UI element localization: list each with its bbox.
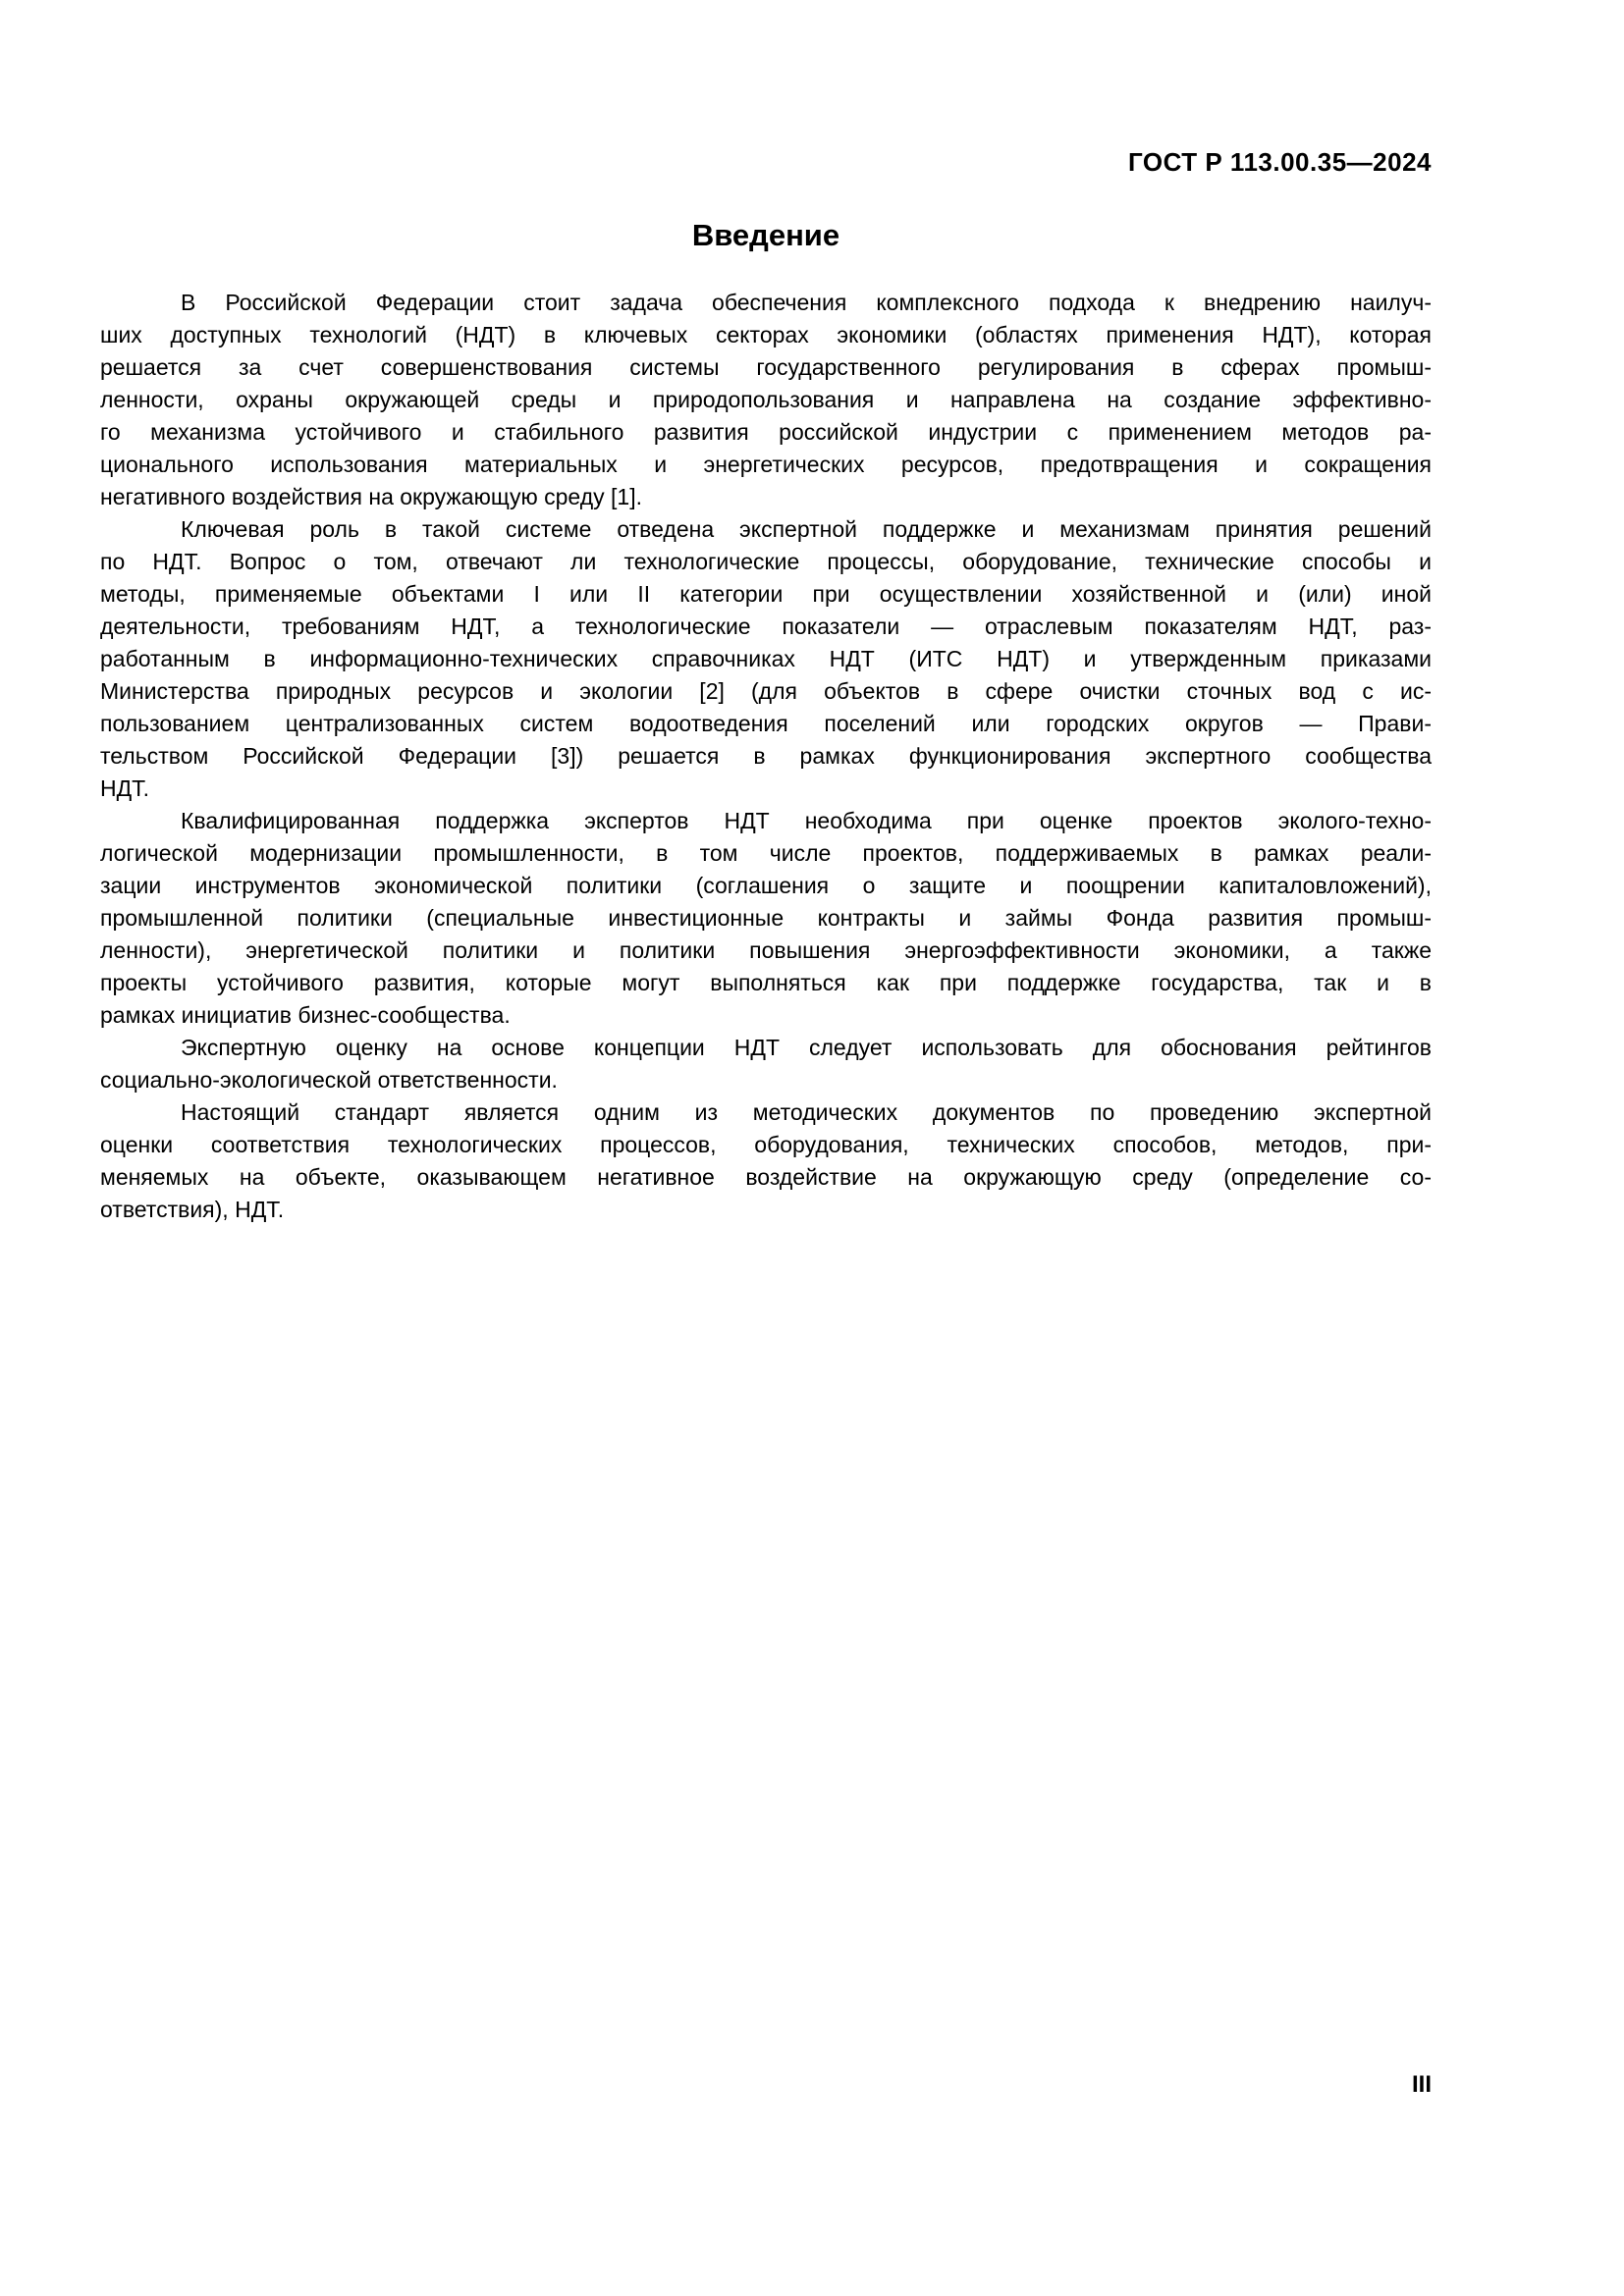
text-line: ших доступных технологий (НДТ) в ключевых секторах экономики (областях применения НДТ), которая xyxy=(100,322,1432,347)
text-line: ответствия), НДТ. xyxy=(100,1197,285,1222)
page-footer xyxy=(100,2071,1432,2099)
text-line: негативного воздействия на окружающую среду [1]. xyxy=(100,484,642,509)
text-line: проекты устойчивого развития, которые могут выполняться как при поддержке государства, так и в xyxy=(100,970,1432,995)
text-line: Квалифицированная поддержка экспертов НДТ необходима при оценке проектов эколого-техно- xyxy=(181,808,1432,833)
text-line: оценки соответствия технологических процессов, оборудования, технических способов, методов, при- xyxy=(100,1132,1432,1157)
page-number: III xyxy=(1411,2071,1432,2098)
text-line: Настоящий стандарт является одним из методических документов по проведению экспертной xyxy=(181,1099,1432,1125)
text-line: деятельности, требованиям НДТ, а технологические показатели — отраслевым показателям НДТ, раз- xyxy=(100,614,1432,639)
text-line: НДТ. xyxy=(100,775,150,801)
text-line: тельством Российской Федерации [3]) решается в рамках функционирования экспертного сообщества xyxy=(100,743,1432,769)
text-line: ционального использования материальных и энергетических ресурсов, предотвращения и сокращения xyxy=(100,452,1432,477)
text-line: Ключевая роль в такой системе отведена экспертной поддержке и механизмам принятия решений xyxy=(181,516,1432,542)
paragraph xyxy=(100,287,1432,513)
text-line: методы, применяемые объектами I или II категории при осуществлении хозяйственной и (или) иной xyxy=(100,581,1432,607)
text-line: рамках инициатив бизнес-сообщества. xyxy=(100,1002,511,1028)
text-line: промышленной политики (специальные инвестиционные контракты и займы Фонда развития промыш- xyxy=(100,905,1432,931)
document-body xyxy=(100,287,1432,1226)
text-line: ленности), энергетической политики и политики повышения энергоэффективности экономики, а также xyxy=(100,937,1432,963)
text-line: ленности, охраны окружающей среды и природопользования и направлена на создание эффективно- xyxy=(100,387,1432,412)
text-line: В Российской Федерации стоит задача обеспечения комплексного подхода к внедрению наилуч- xyxy=(181,290,1432,315)
paragraph xyxy=(100,1096,1432,1226)
text-line: зации инструментов экономической политики (соглашения о защите и поощрении капиталовложений), xyxy=(100,873,1432,898)
paragraph xyxy=(100,805,1432,1032)
text-line: работанным в информационно-технических справочниках НДТ (ИТС НДТ) и утвержденным приказами xyxy=(100,646,1432,671)
standard-code: ГОСТ Р 113.00.35—2024 xyxy=(1128,147,1432,177)
document-header xyxy=(100,147,1432,178)
text-line: решается за счет совершенствования системы государственного регулирования в сферах промыш- xyxy=(100,354,1432,380)
text-line: Министерства природных ресурсов и экологии [2] (для объектов в сфере очистки сточных вод с ис- xyxy=(100,678,1432,704)
text-line: го механизма устойчивого и стабильного развития российской индустрии с применением методов ра- xyxy=(100,419,1432,445)
paragraph xyxy=(100,1032,1432,1096)
page-title: Введение xyxy=(691,218,840,252)
text-line: по НДТ. Вопрос о том, отвечают ли технологические процессы, оборудование, технические способы и xyxy=(100,549,1432,574)
text-line: пользованием централизованных систем водоотведения поселений или городских округов — Прави- xyxy=(100,711,1432,736)
text-line: логической модернизации промышленности, в том числе проектов, поддерживаемых в рамках реали- xyxy=(100,840,1432,866)
paragraph xyxy=(100,513,1432,805)
text-line: социально-экологической ответственности. xyxy=(100,1067,558,1093)
text-line: меняемых на объекте, оказывающем негативное воздействие на окружающую среду (определение со- xyxy=(100,1164,1432,1190)
text-line: Экспертную оценку на основе концепции НДТ следует использовать для обоснования рейтингов xyxy=(181,1035,1432,1060)
